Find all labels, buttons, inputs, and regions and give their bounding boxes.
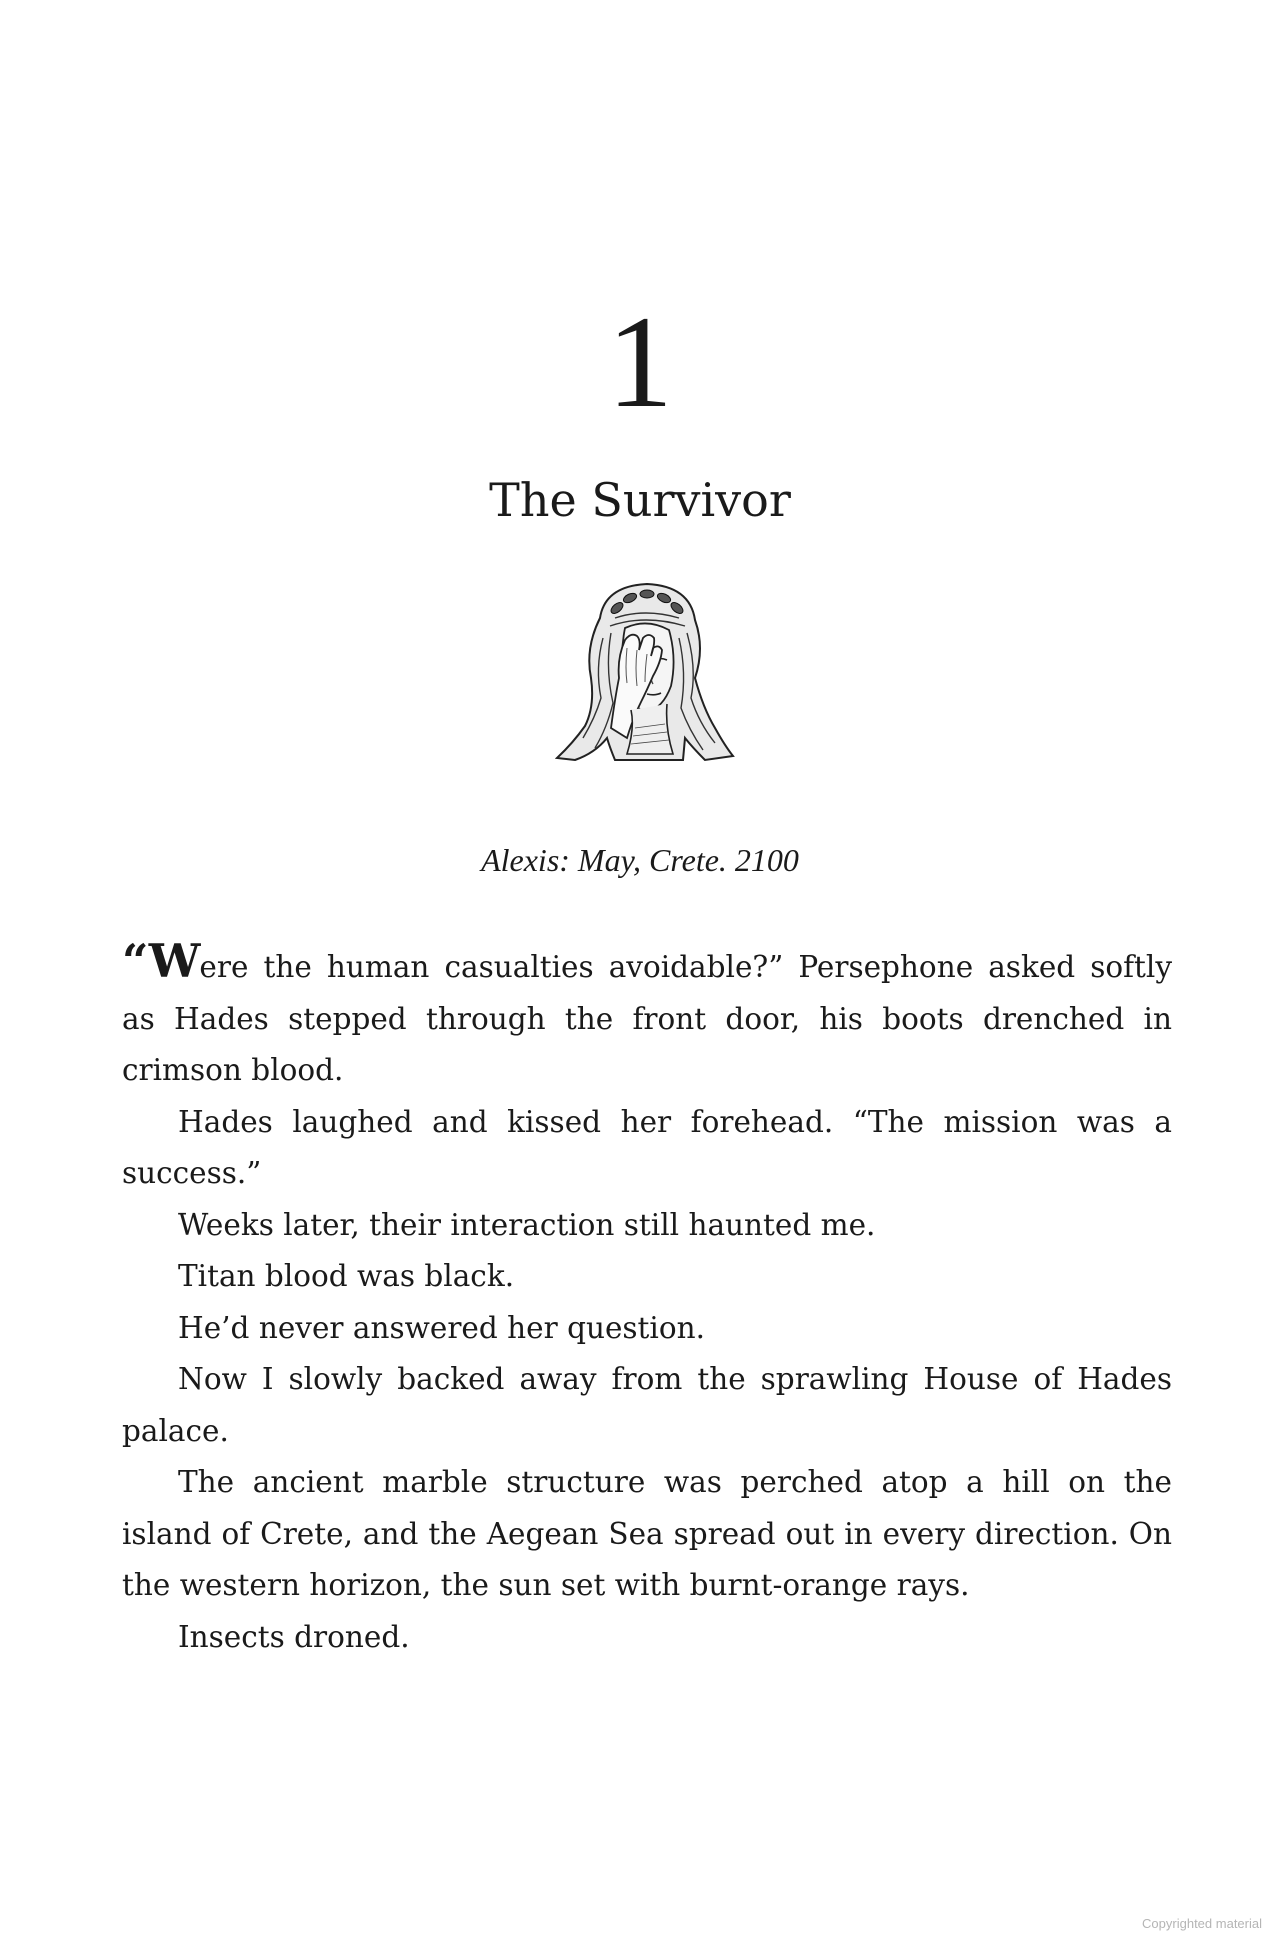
marble-bust-illustration-icon bbox=[555, 578, 735, 768]
paragraph: Insects droned. bbox=[178, 1619, 410, 1654]
first-paragraph bbox=[122, 936, 1172, 1097]
drop-cap: “W bbox=[122, 934, 200, 988]
pov-line: Alexis: May, Crete. 2100 bbox=[481, 842, 799, 878]
copyright-notice: Copyrighted material bbox=[1142, 1916, 1262, 1931]
paragraph: Now I slowly backed away from the sprawling House of Hades palace. bbox=[122, 1362, 1172, 1448]
chapter-title: The Survivor bbox=[489, 473, 791, 527]
paragraph: He’d never answered her question. bbox=[178, 1310, 705, 1345]
paragraph: Hades laughed and kissed her forehead. “The mission was a success.” bbox=[122, 1104, 1172, 1190]
chapter-number: 1 bbox=[607, 288, 673, 435]
paragraph: The ancient marble structure was perched atop a hill on the island of Crete, and the Aegean Sea spread out in every direction. On the western horizon, the sun set with burnt-orange rays. bbox=[122, 1465, 1172, 1602]
paragraph: Weeks later, their interaction still haunted me. bbox=[178, 1207, 876, 1242]
chapter-body bbox=[122, 936, 1172, 1663]
paragraph: Titan blood was black. bbox=[178, 1259, 515, 1293]
first-paragraph-text: ere the human casualties avoidable?” Persephone asked softly as Hades stepped through the front door, his boots drenched in crimson blood. bbox=[122, 950, 1172, 1087]
